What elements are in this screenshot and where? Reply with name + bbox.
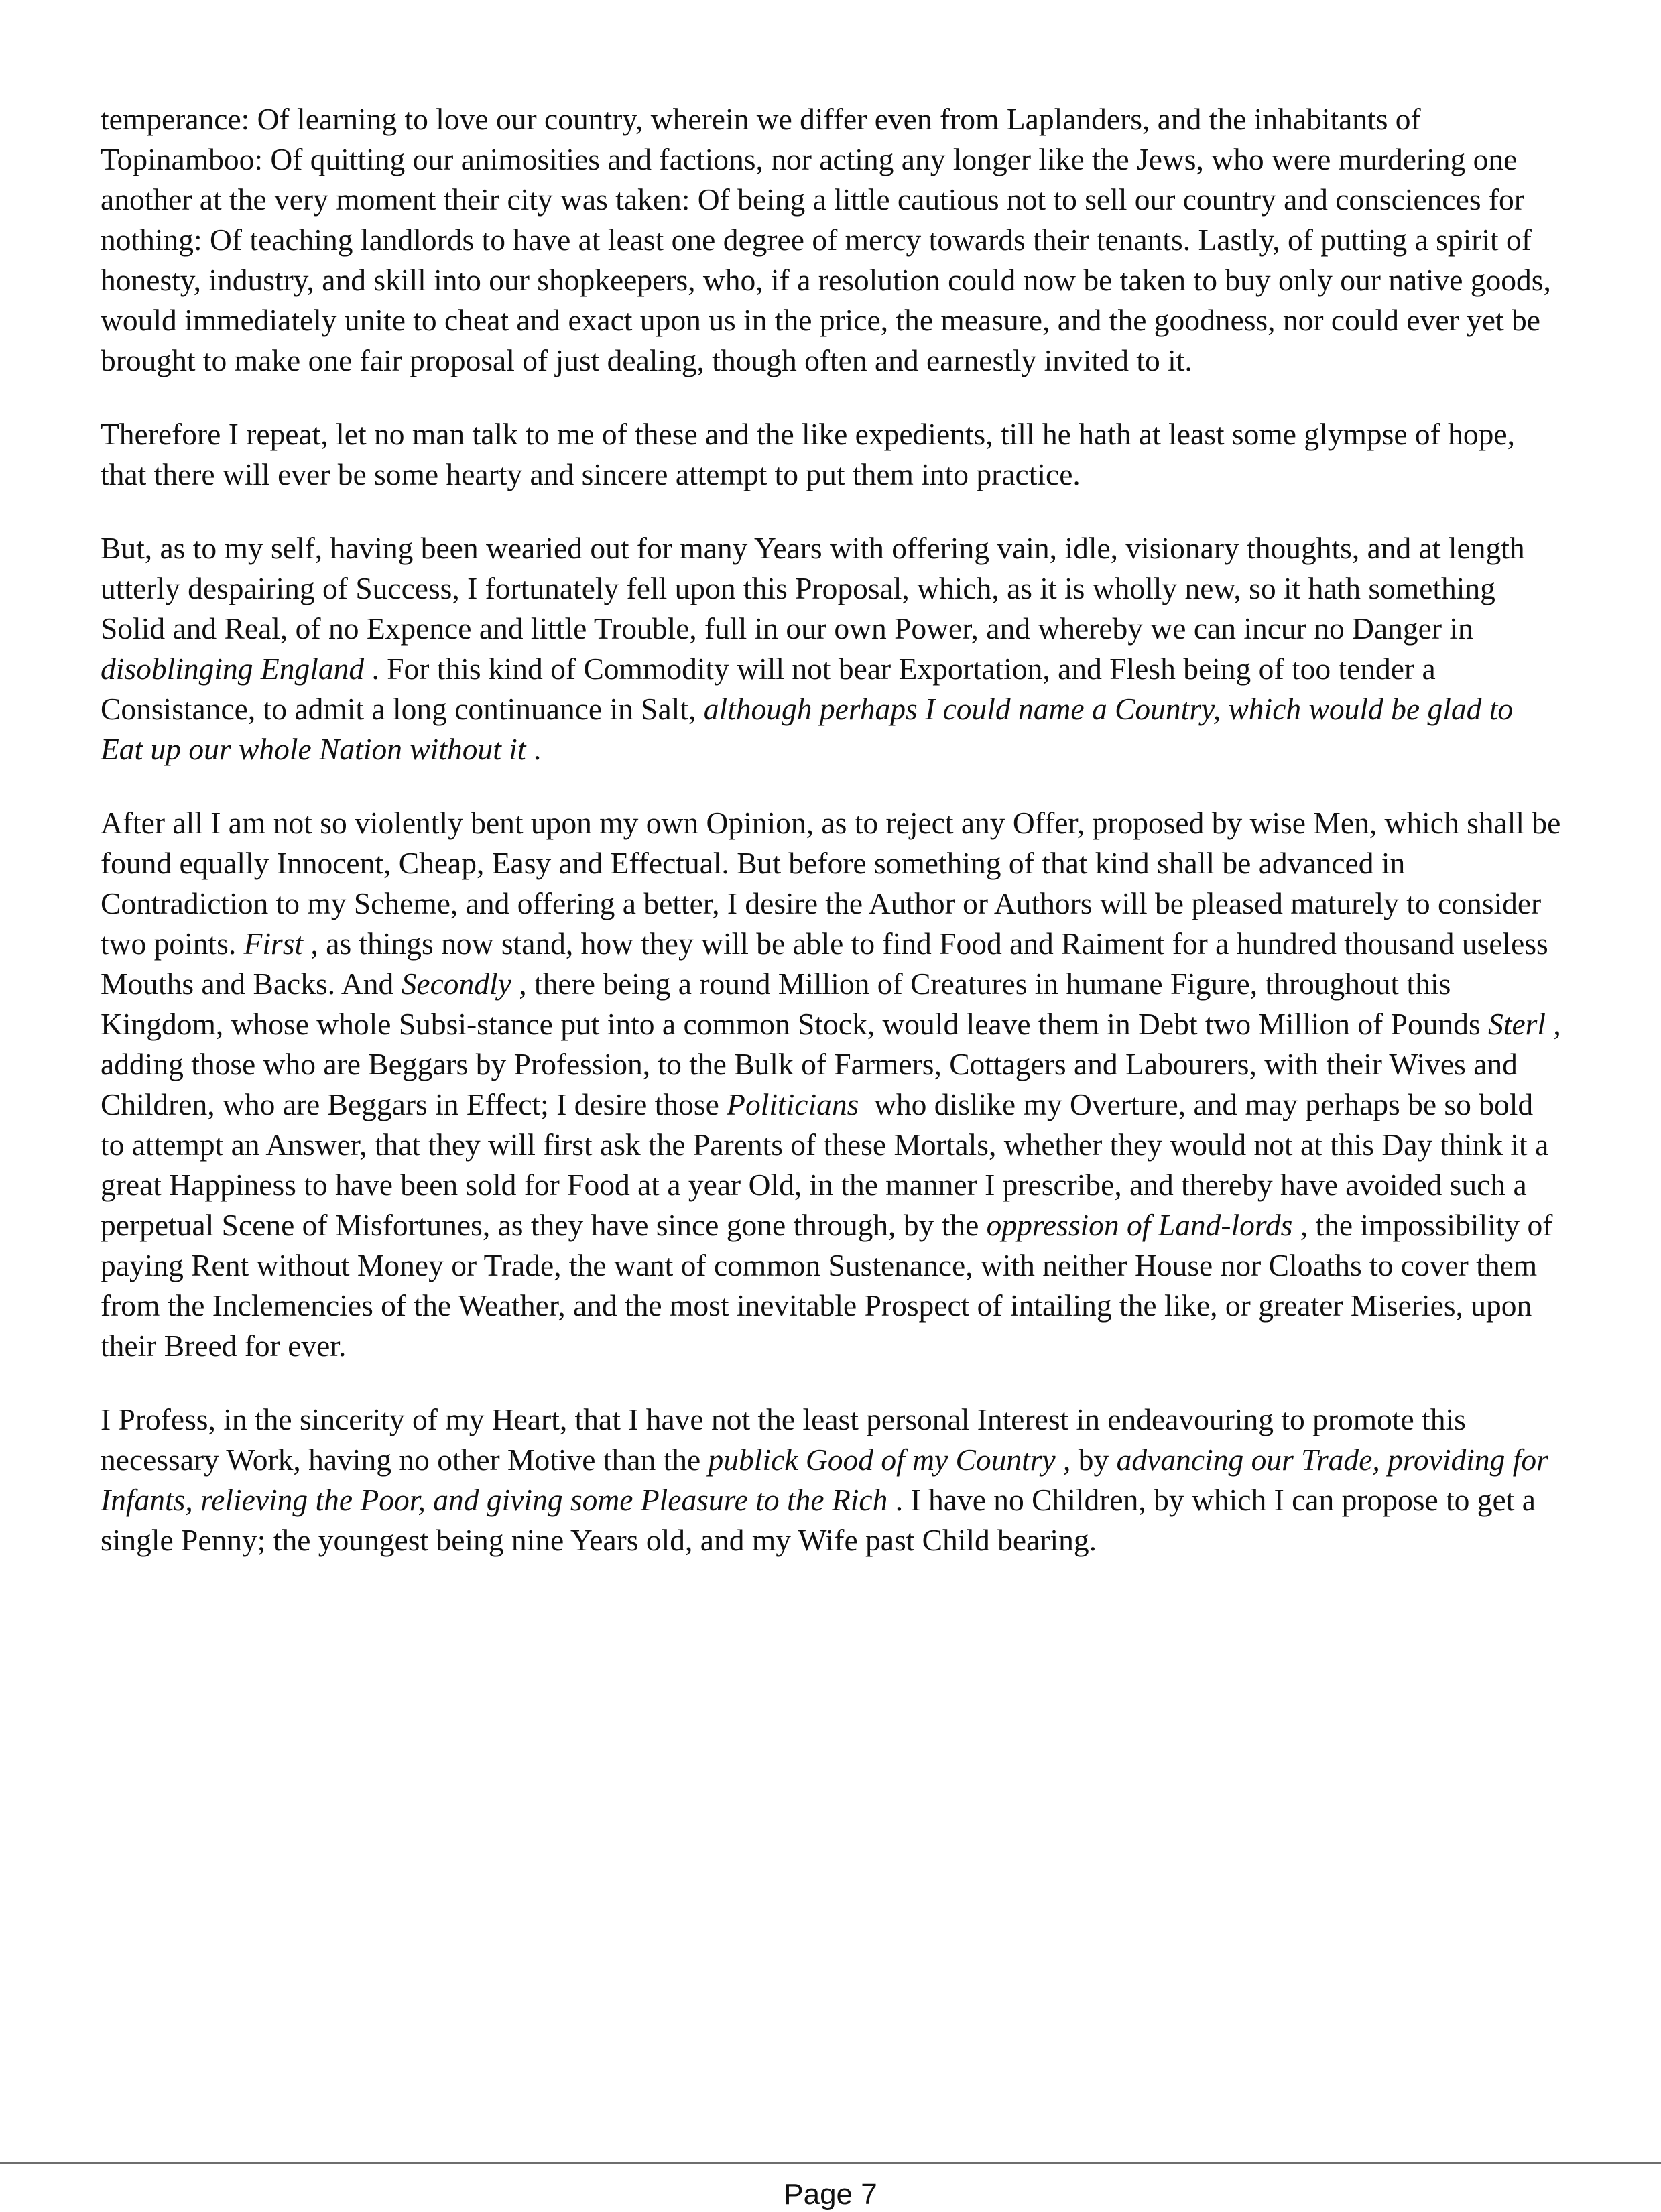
italic-text-run: disoblinging England (101, 652, 365, 686)
paragraph-1 (101, 99, 1562, 381)
italic-text-run: publick Good of my Country (708, 1442, 1056, 1477)
text-run: . (526, 732, 542, 766)
text-run: . For this kind of Commodity will not bear Exportation, and Flesh being of too tender a Consistance, to admit a long continuance in Salt, (101, 652, 1444, 726)
italic-text-run: Sterl (1488, 1007, 1546, 1041)
italic-text-run: First (243, 926, 304, 961)
paragraph-4 (101, 803, 1569, 1366)
text-run: , the impossibility of paying Rent without Money or Trade, the want of common Sustenance, with neither House nor Cloaths to cover them from the Inclemencies of the Weather, and the most inevitable Prospect of intailing the like, or greater Miseries, upon their Breed for ever. (101, 1208, 1560, 1363)
text-run: , there being a round Million of Creatures in humane Figure, throughout this Kingdom, whose whole Subsi-stance put into a common Stock, would leave them in Debt two Million of Pounds (101, 967, 1489, 1041)
text-run: I Profess, in the sincerity of my Heart, that I have not the least personal Interest in endeavouring to promote this necessary Work, having no other Motive than the (101, 1402, 1474, 1477)
text-run: But, as to my self, having been wearied out for many Years with offering vain, idle, visionary thoughts, and at length utterly despairing of Success, I fortunately fell upon this Proposal, which, as it is wholly new, so it hath something Solid and Real, of no Expence and little Trouble, full in our own Power, and whereby we can incur no Danger in (101, 531, 1532, 646)
text-run: . I have no Children, by which I can propose to get a single Penny; the youngest being nine Years old, and my Wife past Child bearing. (101, 1483, 1544, 1557)
paragraph-2 (101, 414, 1562, 495)
italic-text-run: Politicians (727, 1087, 859, 1121)
page-number: Page 7 (784, 2178, 877, 2211)
text-run: Therefore I repeat, let no man talk to me of these and the like expedients, till he hath at least some glympse of hope, that there will ever be some hearty and sincere attempt to put them into practice. (101, 417, 1523, 491)
footer-divider (0, 2162, 1661, 2164)
text-run: , adding those who are Beggars by Profession, to the Bulk of Farmers, Cottagers and Labourers, with their Wives and Children, who are Beggars in Effect; I desire those (101, 1007, 1569, 1121)
text-run: who dislike my Overture, and may perhaps be so bold to attempt an Answer, that they will first ask the Parents of these Mortals, whether they would not at this Day think it a great Happiness to have been sold for Food at a year Old, in the manner I prescribe, and thereby have avoided such a perpetual Scene of Misfortunes, as they have since gone through, by the (101, 1087, 1556, 1242)
italic-text-run: Secondly (401, 967, 511, 1001)
italic-text-run: oppression of Land-lords (986, 1208, 1293, 1242)
paragraph-5 (101, 1400, 1562, 1560)
italic-text-run: although perhaps I could name a Country, which would be glad to Eat up our whole Nation without it (101, 692, 1521, 766)
paragraph-3 (101, 528, 1562, 770)
text-run: , as things now stand, how they will be able to find Food and Raiment for a hundred thousand useless Mouths and Backs. And (101, 926, 1556, 1001)
italic-text-run: advancing our Trade, providing for Infants, relieving the Poor, and giving some Pleasure to the Rich (101, 1442, 1556, 1517)
text-run: After all I am not so violently bent upon my own Opinion, as to reject any Offer, proposed by wise Men, which shall be found equally Innocent, Cheap, Easy and Effectual. But before something of that kind shall be advanced in Contradiction to my Scheme, and offering a better, I desire the Author or Authors will be pleased maturely to consider two points. (101, 806, 1568, 961)
document-body (101, 99, 1569, 1594)
text-run: , by (1055, 1442, 1117, 1477)
text-run: temperance: Of learning to love our country, wherein we differ even from Laplanders, and the inhabitants of Topinamboo: Of quitting our animosities and factions, nor acting any longer like the Jews, who were murdering one another at the very moment their city was taken: Of being a little cautious not to sell our country and consciences for nothing: Of teaching landlords to have at least one degree of mercy towards their tenants. Lastly, of putting a spirit of honesty, industry, and skill into our shopkeepers, who, if a resolution could now be taken to buy only our native goods, would immediately unite to cheat and exact upon us in the price, the measure, and the goodness, nor could ever yet be brought to make one fair proposal of just dealing, though often and earnestly invited to it. (101, 102, 1559, 377)
